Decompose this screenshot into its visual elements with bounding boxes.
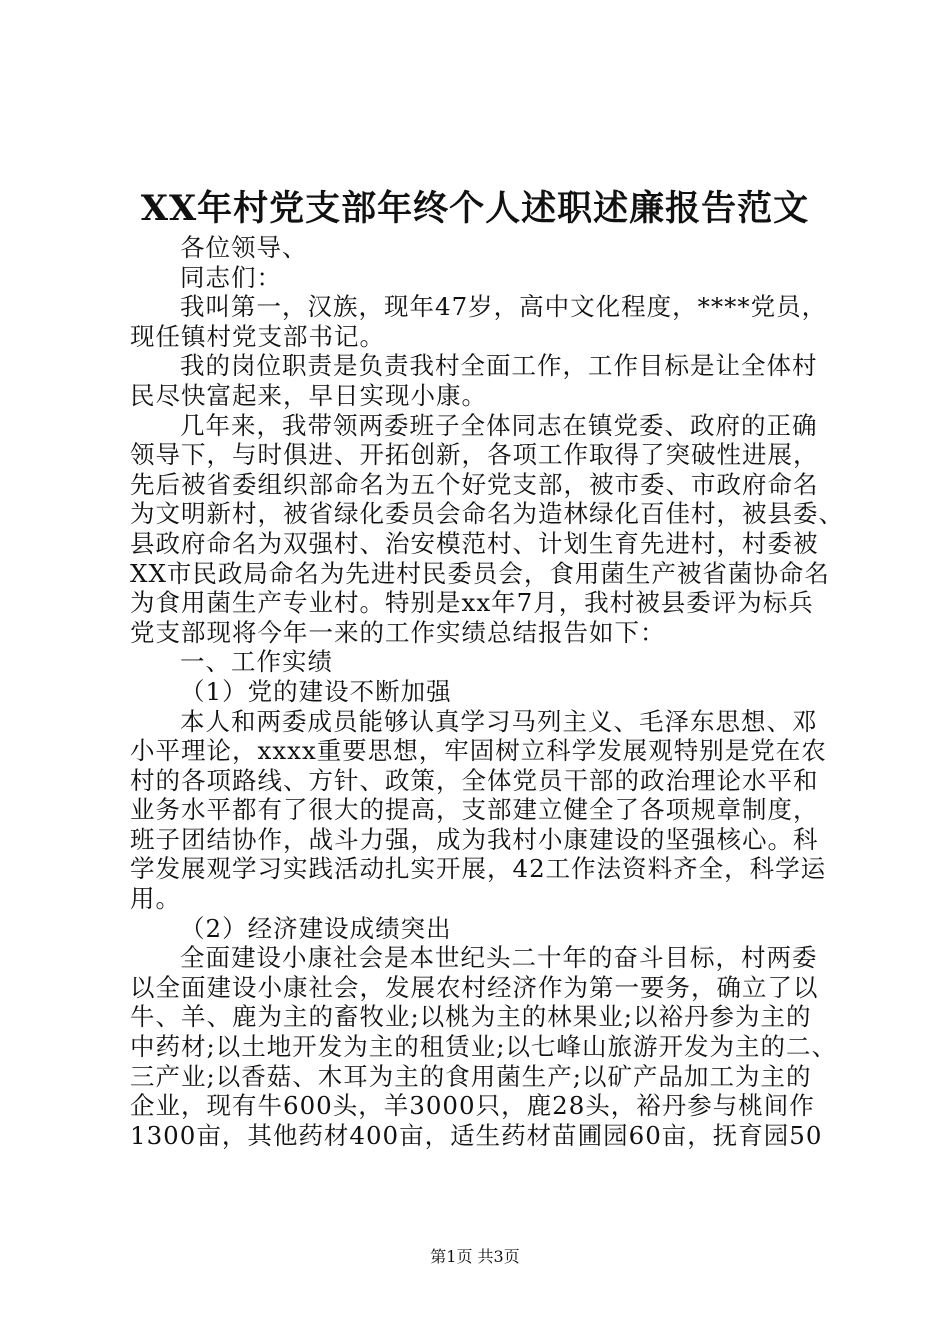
text-line: 一、工作实绩: [180, 647, 333, 677]
text-line: 村的各项路线、方针、政策，全体党员干部的政治理论水平和: [130, 765, 819, 795]
text-line: 全面建设小康社会是本世纪头二十年的奋斗目标，村两委: [180, 943, 818, 973]
text-line: 企业，现有牛600头，羊3000只，鹿28头，裕丹参与桃间作: [130, 1091, 815, 1121]
text-line: 以全面建设小康社会，发展农村经济作为第一要务，确立了以: [130, 972, 819, 1002]
text-line: 三产业;以香菇、木耳为主的食用菌生产;以矿产品加工为主的: [130, 1061, 812, 1091]
text-line: 县政府命名为双强村、治安模范村、计划生育先进村，村委被: [130, 528, 819, 558]
text-line: 现任镇村党支部书记。: [130, 321, 385, 351]
text-line: 领导下，与时俱进、开拓创新，各项工作取得了突破性进展，: [130, 440, 819, 470]
text-line: 为文明新村，被省绿化委员会命名为造林绿化百佳村，被县委、: [130, 499, 844, 529]
text-line: 几年来，我带领两委班子全体同志在镇党委、政府的正确: [180, 410, 818, 440]
text-line: 同志们：: [180, 262, 282, 292]
text-line: 业务水平都有了很大的提高，支部建立健全了各项规章制度，: [130, 795, 819, 825]
text-line: 各位领导、: [180, 233, 308, 262]
text-line: 小平理论，xxxx重要思想，牢固树立科学发展观特别是党在农: [130, 736, 827, 766]
text-line: （2）经济建设成绩突出: [180, 913, 452, 943]
text-line: 先后被省委组织部命名为五个好党支部，被市委、市政府命名: [130, 469, 819, 499]
text-line: 我的岗位职责是负责我村全面工作，工作目标是让全体村: [180, 351, 818, 381]
text-line: 民尽快富起来，早日实现小康。: [130, 380, 487, 410]
text-line: 牛、羊、鹿为主的畜牧业;以桃为主的林果业;以裕丹参为主的: [130, 1002, 812, 1032]
text-line: （1）党的建设不断加强: [180, 676, 452, 706]
text-line: 中药材;以土地开发为主的租赁业;以七峰山旅游开发为主的二、: [130, 1032, 838, 1062]
text-line: 班子团结协作，战斗力强，成为我村小康建设的坚强核心。科: [130, 824, 819, 854]
document-body: [130, 233, 844, 1150]
page-footer: 第1页 共3页: [430, 1247, 520, 1266]
text-line: 学发展观学习实践活动扎实开展，42工作法资料齐全，科学运: [130, 854, 827, 884]
document-title: XX年村党支部年终个人述职述廉报告范文: [140, 188, 810, 229]
text-line: 本人和两委成员能够认真学习马列主义、毛泽东思想、邓: [180, 706, 818, 736]
text-line: 我叫第一，汉族，现年47岁，高中文化程度，****党员，: [180, 292, 828, 322]
text-line: 用。: [130, 884, 181, 914]
text-line: 为食用菌生产专业村。特别是xx年7月，我村被县委评为标兵: [130, 588, 814, 618]
text-line: 党支部现将今年一来的工作实绩总结报告如下：: [130, 617, 666, 647]
text-line: XX市民政局命名为先进村民委员会，食用菌生产被省菌协命名: [130, 558, 830, 588]
text-line: 1300亩，其他药材400亩，适生药材苗圃园60亩，抚育园50: [130, 1120, 823, 1150]
